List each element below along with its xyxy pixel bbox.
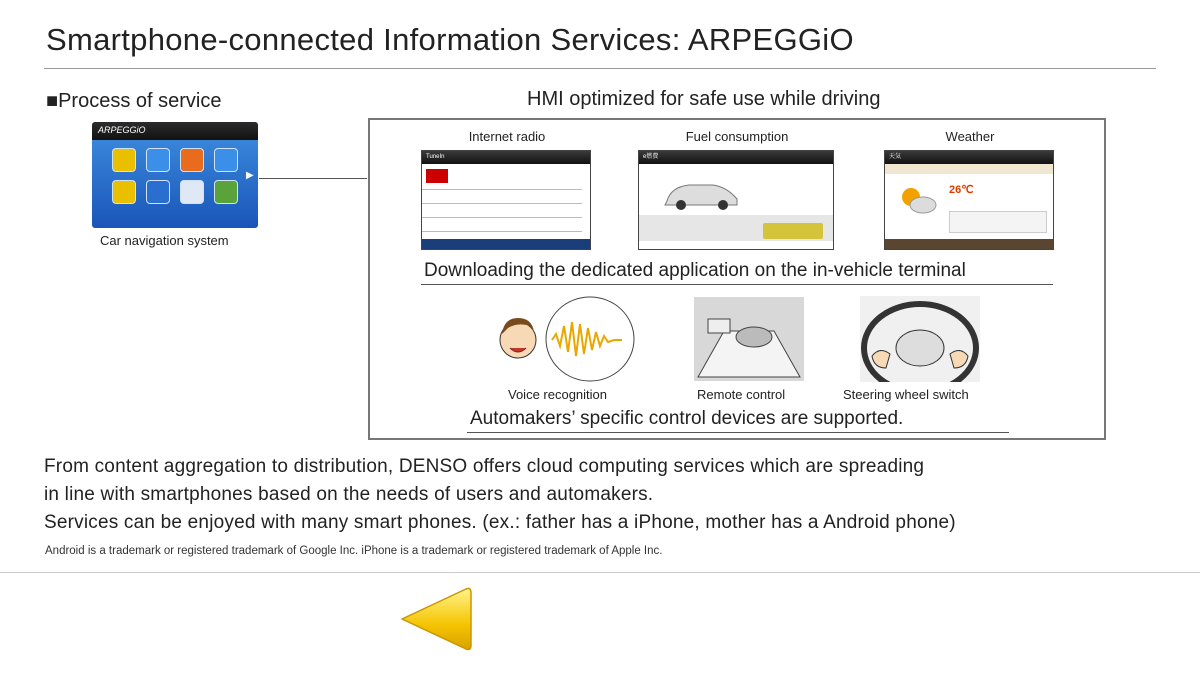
hmi-heading: HMI optimized for safe use while driving xyxy=(527,88,881,110)
fuel-entry-button xyxy=(763,223,823,239)
app-icon xyxy=(146,148,170,172)
screen-title: Internet radio xyxy=(468,129,546,144)
carnav-label: Car navigation system xyxy=(100,233,229,248)
screen-toolbar: TuneIn xyxy=(422,151,590,164)
car-navigation-screen xyxy=(92,122,258,228)
carnav-next-arrow-icon: ▶ xyxy=(246,170,254,181)
body-text-line: From content aggregation to distribution, DENSO offers cloud computing services which are spreading xyxy=(44,456,925,477)
process-heading: ■Process of service xyxy=(46,90,222,112)
device-label: Remote control xyxy=(697,387,786,402)
trademark-note: Android is a trademark or registered trademark of Google Inc. iPhone is a trademark or registered trademark of Apple Inc. xyxy=(45,545,663,557)
internet-radio-screen xyxy=(421,150,591,250)
screen-footer xyxy=(422,239,590,249)
app-icon xyxy=(146,180,170,204)
screen-toolbar: 天気 xyxy=(885,151,1053,164)
app-icon xyxy=(180,148,204,172)
automakers-caption: Automakers’ specific control devices are supported. xyxy=(470,408,904,429)
carnav-logo: ARPEGGiO xyxy=(98,125,146,135)
download-underline xyxy=(421,284,1053,285)
remote-control-image xyxy=(694,297,804,381)
body-text-line: Services can be enjoyed with many smart phones. (ex.: father has a iPhone, mother has a Android phone) xyxy=(44,512,956,533)
footer-divider xyxy=(0,572,1200,573)
app-icon xyxy=(214,180,238,204)
app-icon xyxy=(214,148,238,172)
screen-footer xyxy=(885,239,1053,249)
voice-recognition-image xyxy=(494,296,640,382)
screen-title: Weather xyxy=(945,129,995,144)
screen-title: Fuel consumption xyxy=(685,129,789,144)
screen-toolbar: e燃費 xyxy=(639,151,833,164)
app-icon xyxy=(180,180,204,204)
app-icon xyxy=(112,148,136,172)
steering-wheel-image xyxy=(860,296,980,382)
app-icon xyxy=(112,180,136,204)
triangle-left-arrow-icon[interactable] xyxy=(398,586,474,652)
weather-screen xyxy=(884,150,1054,250)
car-image xyxy=(661,173,741,213)
body-text-line: in line with smartphones based on the needs of users and automakers. xyxy=(44,484,654,505)
album-art xyxy=(426,169,448,183)
download-caption: Downloading the dedicated application on the in-vehicle terminal xyxy=(424,260,966,281)
connector-line xyxy=(259,178,367,179)
device-label: Steering wheel switch xyxy=(843,387,969,402)
temperature-readout: 26℃ xyxy=(949,184,974,196)
fuel-consumption-screen xyxy=(638,150,834,250)
device-label: Voice recognition xyxy=(508,387,608,402)
page-title: Smartphone-connected Information Services: ARPEGGiO xyxy=(46,22,854,57)
title-divider xyxy=(44,68,1156,69)
sun-cloud-icon xyxy=(895,181,939,217)
automakers-underline xyxy=(467,432,1009,433)
